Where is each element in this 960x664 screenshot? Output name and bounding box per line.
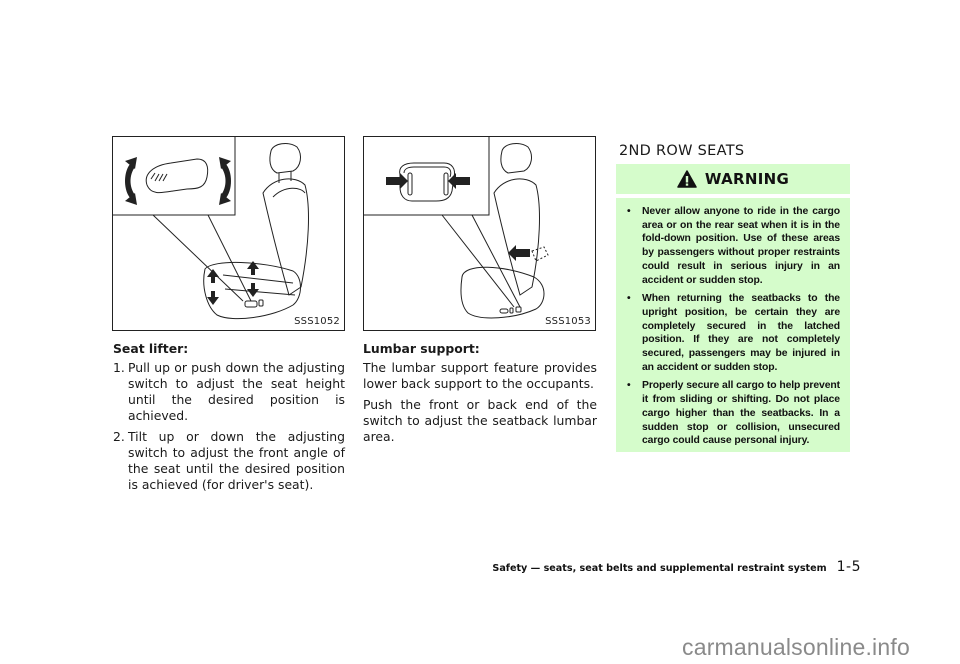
lumbar-support-heading: Lumbar support: [363, 341, 480, 356]
step-number: 1. [113, 360, 125, 375]
warning-label: WARNING [704, 170, 790, 188]
warning-header [616, 164, 850, 194]
figure-id-label: SSS1052 [294, 316, 340, 327]
warning-item [626, 379, 840, 448]
warning-text: Never allow anyone to ride in the cargo area or on the rear seat when it is in the fold-down position. Use of these areas by passengers without proper restraints could result in serious injury in an accident or sudden stop. [642, 206, 840, 286]
bullet-icon: • [627, 206, 631, 217]
warning-item [626, 292, 840, 374]
seat-lifter-illustration [113, 137, 346, 332]
bullet-icon: • [627, 380, 631, 392]
watermark: carmanualsonline.info [682, 634, 910, 660]
page-footer [492, 559, 861, 575]
lumbar-paragraph: Push the front or back end of the switch to adjust the seatback lumbar area. [363, 397, 597, 444]
warning-text: Properly secure all cargo to help prevent it from sliding or shifting. Do not place cargo higher than the seatbacks. In a sudden stop or collision, unsecured cargo could cause personal injury. [642, 380, 840, 447]
section-title: 2ND ROW SEATS [619, 143, 745, 159]
step-number: 2. [113, 429, 125, 444]
seat-lifter-steps [113, 360, 345, 493]
seat-lifter-heading: Seat lifter: [113, 341, 189, 356]
figure-lumbar-support [363, 136, 596, 331]
warning-triangle-icon [677, 170, 697, 188]
step-item [113, 360, 345, 424]
lumbar-support-illustration [364, 137, 597, 332]
step-item [113, 429, 345, 493]
warning-body [616, 198, 850, 452]
step-text: Pull up or push down the adjusting switch to adjust the seat height until the desired position is achieved. [128, 360, 345, 423]
lumbar-paragraph: The lumbar support feature provides lower back support to the occupants. [363, 360, 597, 391]
warning-text: When returning the seatbacks to the upright position, be certain they are completely secured in the latched position. If they are not completely secured, passengers may be injured in an accident or sudden stop. [642, 293, 840, 373]
warning-list [626, 205, 840, 448]
warning-item [626, 205, 840, 287]
figure-id-label: SSS1053 [545, 316, 591, 327]
lumbar-support-section [363, 341, 597, 450]
page-number: 1-5 [836, 559, 861, 575]
seat-lifter-section [113, 341, 345, 498]
step-text: Tilt up or down the adjusting switch to adjust the front angle of the seat until the desired position is achieved (for driver's seat). [128, 429, 345, 492]
chapter-title: Safety — seats, seat belts and supplemental restraint system [492, 563, 827, 574]
figure-seat-lifter [112, 136, 345, 331]
bullet-icon: • [627, 293, 631, 305]
